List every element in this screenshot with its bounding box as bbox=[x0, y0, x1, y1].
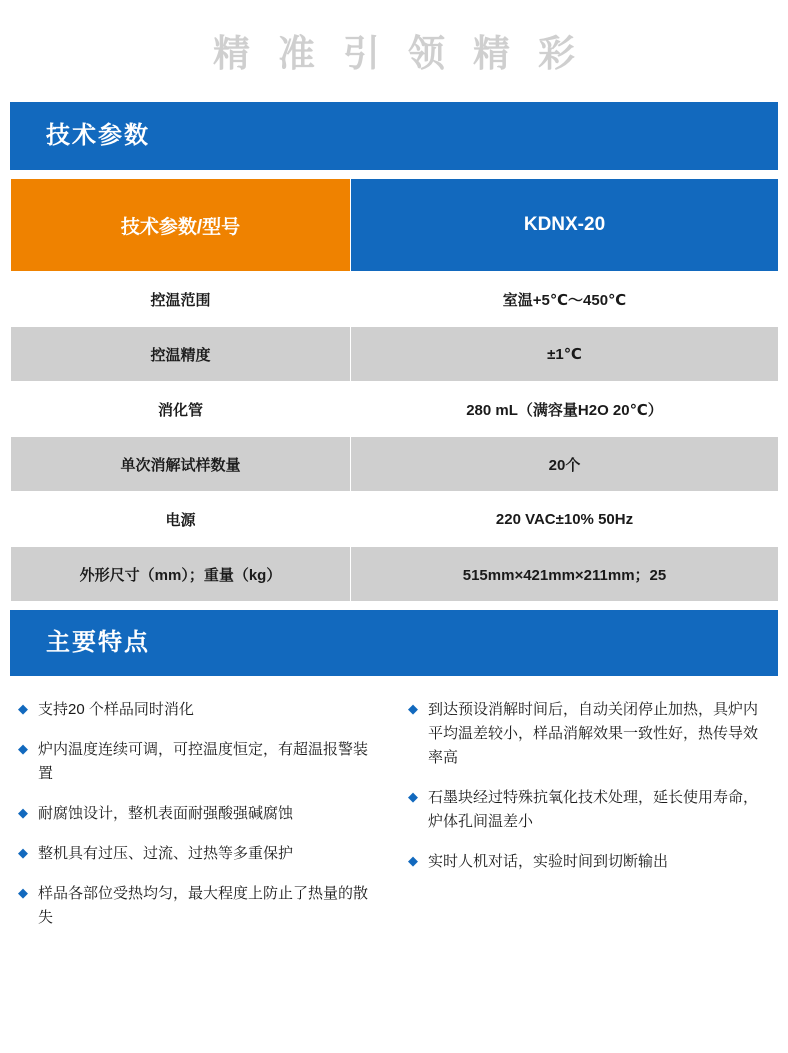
spec-value: 515mm×421mm×211mm；25 bbox=[351, 547, 779, 602]
spec-value: 280 mL（满容量H2O 20℃） bbox=[351, 382, 779, 437]
list-item bbox=[18, 802, 378, 826]
table-row bbox=[11, 327, 779, 382]
diamond-bullet-icon: ◆ bbox=[408, 853, 418, 868]
spec-value: 220 VAC±10% 50Hz bbox=[351, 492, 779, 547]
list-item bbox=[408, 850, 766, 874]
table-header-model: KDNX-20 bbox=[351, 179, 779, 272]
feature-text: 实时人机对话，实验时间到切断输出 bbox=[428, 853, 669, 870]
spec-label: 单次消解试样数量 bbox=[11, 437, 351, 492]
table-header-parameter: 技术参数/型号 bbox=[11, 179, 351, 272]
diamond-bullet-icon: ◆ bbox=[18, 885, 28, 900]
table-header-row bbox=[11, 179, 779, 272]
feature-text: 支持20 个样品同时消化 bbox=[38, 701, 194, 718]
features-column-left bbox=[18, 698, 394, 946]
diamond-bullet-icon: ◆ bbox=[18, 805, 28, 820]
feature-text: 样品各部位受热均匀，最大程度上防止了热量的散失 bbox=[38, 885, 369, 926]
spec-label: 外形尺寸（mm）；重量（kg） bbox=[11, 547, 351, 602]
list-item bbox=[18, 738, 378, 786]
spec-label: 电源 bbox=[11, 492, 351, 547]
table-row bbox=[11, 437, 779, 492]
spec-label: 控温范围 bbox=[11, 272, 351, 327]
diamond-bullet-icon: ◆ bbox=[18, 741, 28, 756]
section-title-specs: 技术参数 bbox=[10, 102, 778, 170]
list-item bbox=[408, 786, 766, 834]
list-item bbox=[18, 698, 378, 722]
feature-text: 石墨块经过特殊抗氧化技术处理，延长使用寿命，炉体孔间温差小 bbox=[428, 789, 759, 830]
table-row bbox=[11, 272, 779, 327]
features-column-right bbox=[394, 698, 770, 946]
spec-label: 控温精度 bbox=[11, 327, 351, 382]
table-row bbox=[11, 382, 779, 437]
diamond-bullet-icon: ◆ bbox=[18, 701, 28, 716]
diamond-bullet-icon: ◆ bbox=[408, 789, 418, 804]
diamond-bullet-icon: ◆ bbox=[408, 701, 418, 716]
table-row bbox=[11, 492, 779, 547]
diamond-bullet-icon: ◆ bbox=[18, 845, 28, 860]
spec-label: 消化管 bbox=[11, 382, 351, 437]
page-headline: 精准引领精彩 bbox=[213, 33, 603, 74]
spec-value: ±1℃ bbox=[351, 327, 779, 382]
list-item bbox=[18, 842, 378, 866]
list-item bbox=[408, 698, 766, 770]
feature-text: 整机具有过压、过流、过热等多重保护 bbox=[38, 845, 294, 862]
list-item bbox=[18, 882, 378, 930]
table-row bbox=[11, 547, 779, 602]
section-title-features: 主要特点 bbox=[10, 610, 778, 676]
spec-value: 20个 bbox=[351, 437, 779, 492]
feature-text: 耐腐蚀设计，整机表面耐强酸强碱腐蚀 bbox=[38, 805, 294, 822]
spec-value: 室温+5℃～450℃ bbox=[351, 272, 779, 327]
spec-table bbox=[10, 178, 779, 602]
feature-text: 到达预设消解时间后，自动关闭停止加热，具炉内平均温差较小，样品消解效果一致性好，热传导效率高 bbox=[428, 701, 759, 766]
feature-text: 炉内温度连续可调，可控温度恒定，有超温报警装置 bbox=[38, 741, 369, 782]
features-section bbox=[0, 676, 788, 946]
